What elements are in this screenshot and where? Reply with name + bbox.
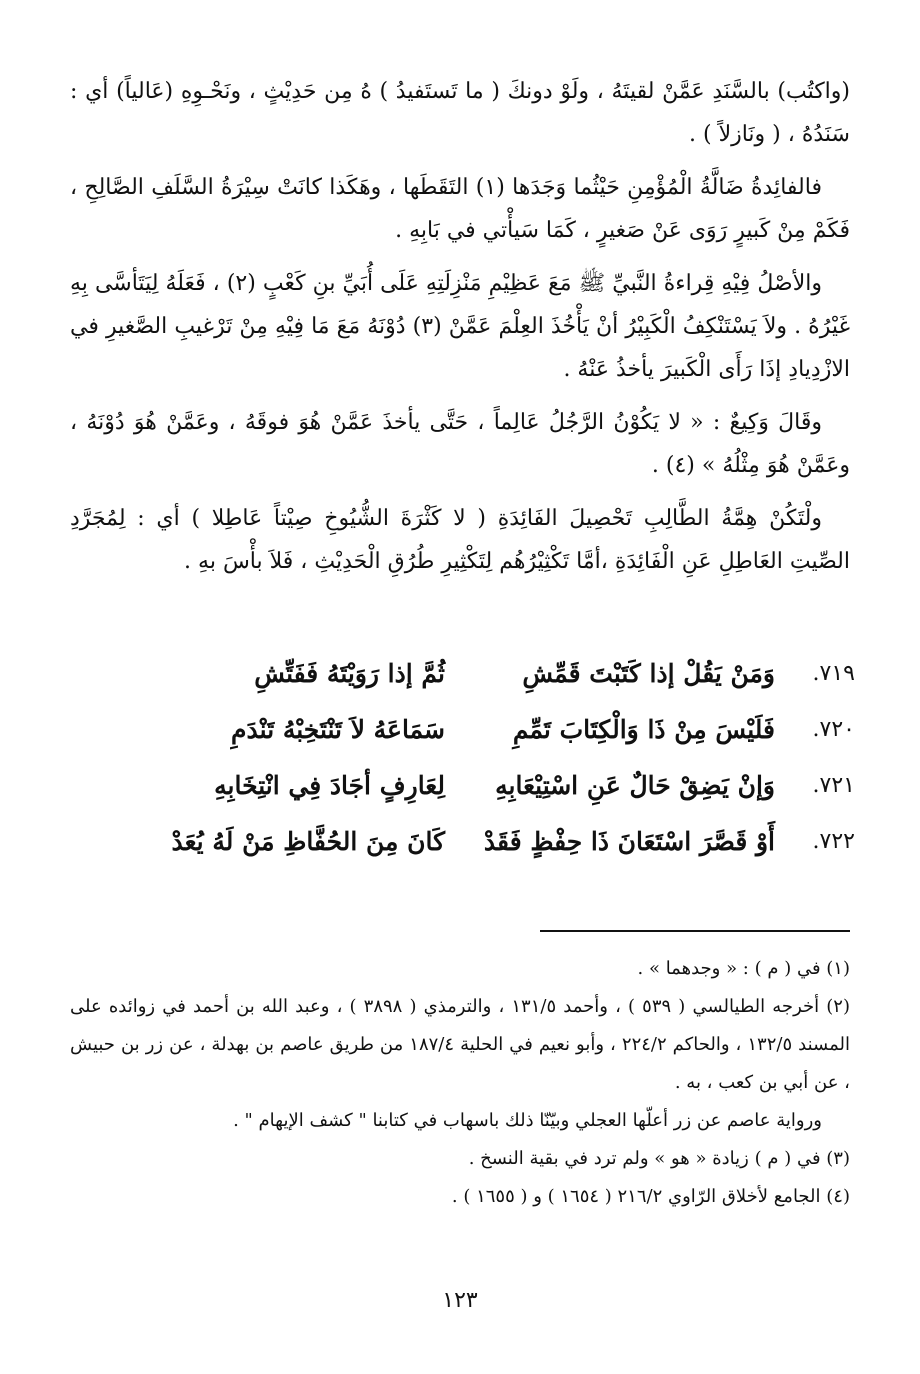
footnote-2-continuation: ورواية عاصم عن زر أعلّها العجلي وبيّنّا ذلك باسهاب في كتابنا " كشف الإيهام " . bbox=[233, 1110, 822, 1131]
verse-first-hemistich: فَلَيْسَ مِنْ ذَا وَالْكِتَابَ تَمِّمِ bbox=[512, 714, 775, 744]
verse-number: ٧١٩. bbox=[812, 660, 855, 686]
footnote-3: (٣) في ( م ) زيادة « هو » ولم ترد في بقية النسخ . bbox=[468, 1148, 850, 1169]
verse-number: ٧٢٢. bbox=[812, 828, 855, 854]
footnotes bbox=[70, 950, 850, 1216]
verse-721 bbox=[75, 757, 855, 813]
poem-verses bbox=[75, 645, 855, 869]
footnote-2: (٢) أخرجه الطيالسي ( ٥٣٩ ) ، وأحمد ١٣١/٥ ، والترمذي ( ٣٨٩٨ ) ، وعبد الله بن أحمد في زوائده على المسند ١٣٢/٥ ، والحاكم ٢٢٤/٢ ، وأبو نعيم في الحلية ١٨٧/٤ من طريق عاصم بن بهدلة ، عن زر بن حبيش ، عن أبي بن كعب ، به . bbox=[70, 996, 850, 1093]
verse-722 bbox=[75, 813, 855, 869]
footnote-4: (٤) الجامع لأخلاق الرّاوي ٢١٦/٢ ( ١٦٥٤ ) و ( ١٦٥٥ ) . bbox=[451, 1186, 850, 1207]
verse-720 bbox=[75, 701, 855, 757]
verse-first-hemistich: وَمَنْ يَقُلْ إذا كَتَبْتَ قَمِّشِ bbox=[522, 658, 775, 688]
paragraph-5: ولْتَكُنْ هِمَّةُ الطَّالِبِ تَحْصِيلَ الفَائِدَةِ ( لا كَثْرَةَ الشُّيُوخِ صِيْتاً عَاطِلا ) أي : لِمُجَرَّدِ الصِّيتِ العَاطِلِ عَنِ الْفَائِدَةِ ،أمَّا تَكْثِيْرُهُم لِتَكْثِيرِ طُرُقِ الْحَدِيْثِ ، فَلاَ بأْسَ بهِ . bbox=[70, 506, 850, 574]
verse-second-hemistich: كَانَ مِنَ الحُفَّاظِ مَنْ لَهُ يُعَدْ bbox=[171, 826, 445, 856]
paragraph-1: (واكتُب) بالسَّنَدِ عَمَّنْ لقيتَهُ ، ولَوْ دونكَ ( ما تَستَفيدُ ) هُ مِن حَدِيْثٍ ، ونَحْـوِهِ (عَالياً) أي : سَنَدُهُ ، ( ونَازلاً ) . bbox=[70, 79, 850, 147]
paragraph-2: فالفائِدةُ ضَالَّةُ الْمُؤْمِنِ حَيْثُما وَجَدَها (١) التَقَطَها ، وهَكَذا كانَتْ سِيْرَةُ السَّلَفِ الصَّالِحِ ، فَكَمْ مِنْ كَبيرٍ رَوَى عَنْ صَغيرٍ ، كَمَا سَيأْتي في بَابِهِ . bbox=[70, 175, 850, 243]
verse-second-hemistich: ثُمَّ إذا رَوَيْتَهُ فَفَتِّشِ bbox=[254, 658, 445, 688]
footnote-1: (١) في ( م ) : « وجدهما » . bbox=[637, 958, 850, 979]
verse-first-hemistich: أَوْ قَصَّرَ اسْتَعَانَ ذَا حِفْظٍ فَقَدْ bbox=[483, 826, 775, 856]
paragraph-3: والأصْلُ فِيْهِ قِراءةُ النَّبيِّ ﷺ مَعَ عَظِيْمِ مَنْزِلَتِهِ عَلَى أُبَيِّ بنِ كَعْبٍ (٢) ، فَعَلَهُ لِيَتَأسَّى بِهِ غَيْرُهُ . ولاَ يَسْتَنْكِفُ الْكَبِيْرُ أنْ يَأْخُذَ العِلْمَ عَمَّنْ (٣) دُوْنَهُ مَعَ مَا فِيْهِ مِنْ تَرْغيبِ الصَّغيرِ في الازْدِيادِ إذَا رَأَى الْكَبيرَ يأخذُ عَنْهُ . bbox=[70, 271, 850, 382]
verse-second-hemistich: لِعَارِفٍ أجَادَ فِي انْتِخَابِهِ bbox=[214, 770, 445, 800]
verse-number: ٧٢٠. bbox=[812, 716, 855, 742]
verse-second-hemistich: سَمَاعَهُ لاَ تَنْتَخِبْهُ تَنْدَمِ bbox=[231, 714, 445, 744]
verse-first-hemistich: وَإنْ يَضِقْ حَالٌ عَنِ اسْتِيْعَابِهِ bbox=[495, 770, 775, 800]
main-text bbox=[70, 70, 850, 593]
verse-number: ٧٢١. bbox=[812, 772, 855, 798]
paragraph-4: وقَالَ وَكِيعٌ : « لا يَكُوْنُ الرَّجُلُ عَالِماً ، حَتَّى يأخذَ عَمَّنْ هُوَ فوقَهُ ، وعَمَّنْ هُوَ دُوْنَهُ ، وعَمَّنْ هُوَ مِثْلُهُ » (٤) . bbox=[70, 410, 850, 478]
footnote-separator bbox=[540, 930, 850, 932]
verse-719 bbox=[75, 645, 855, 701]
page-number: ١٢٣ bbox=[442, 1288, 478, 1313]
